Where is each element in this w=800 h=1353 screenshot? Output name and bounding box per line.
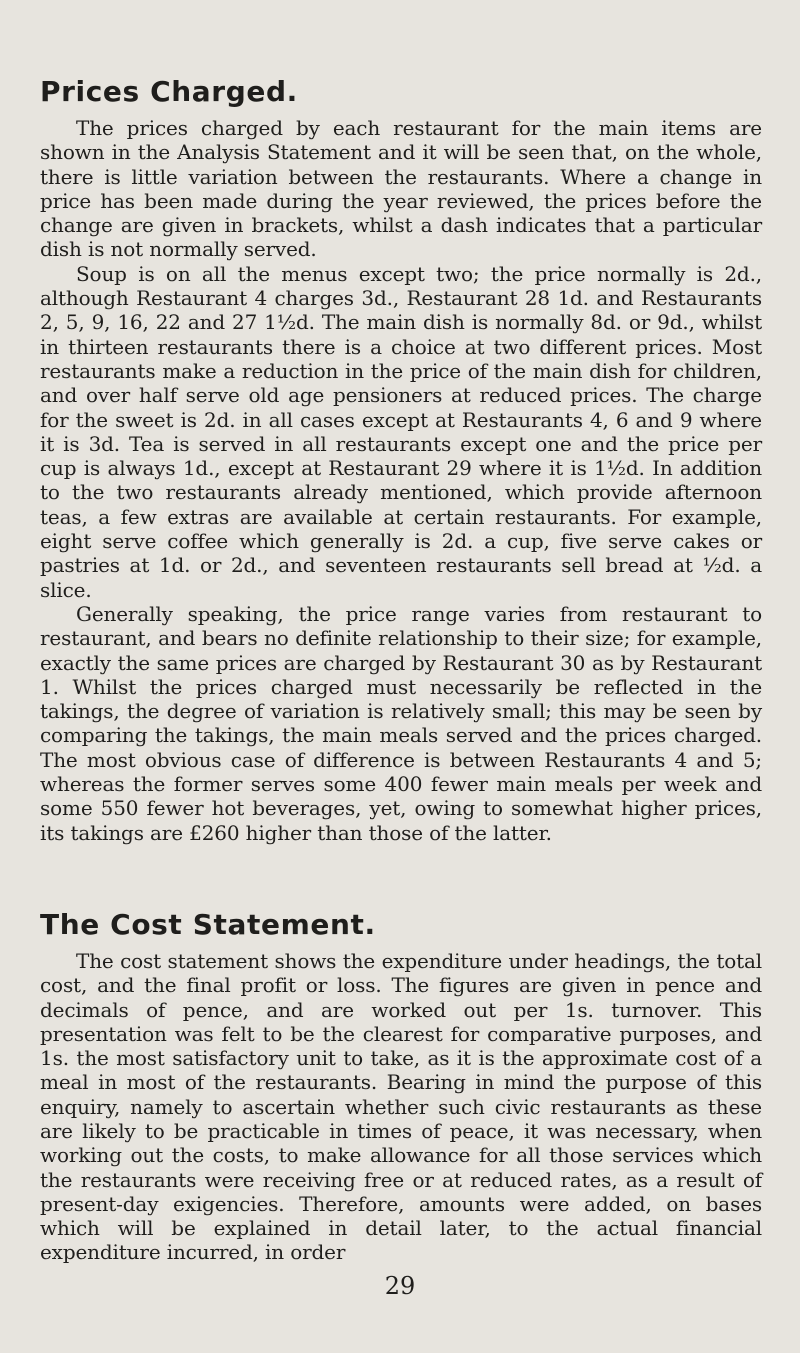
- paragraph: The prices charged by each restaurant for the main items are shown in the Analysis Statement and it will be seen that, on the whole, there is little variation between the restaurants. Where a change in price has been made during the year reviewed, the prices before the change are given in brackets, whilst a dash indicates that a particular dish is not normally served.: [40, 116, 762, 262]
- paragraph: Soup is on all the menus except two; the price normally is 2d., although Restaurant 4 charges 3d., Restaurant 28 1d. and Restaurants 2, 5, 9, 16, 22 and 27 1½d. The main dish is normally 8d. or 9d., whilst in thirteen restaurants there is a choice at two different prices. Most restaurants make a reduction in the price of the main dish for children, and over half serve old age pensioners at reduced prices. The charge for the sweet is 2d. in all cases except at Restaurants 4, 6 and 9 where it is 3d. Tea is served in all restaurants except one and the price per cup is always 1d., except at Restaurant 29 where it is 1½d. In addition to the two restaurants already mentioned, which provide afternoon teas, a few extras are available at certain restaurants. For example, eight serve coffee which generally is 2d. a cup, five serve cakes or pastries at 1d. or 2d., and seventeen restaurants sell bread at ½d. a slice.: [40, 261, 762, 602]
- page-content: [40, 72, 762, 1265]
- page-number: 29: [384, 1272, 416, 1300]
- section-heading: The Cost Statement.: [40, 907, 376, 941]
- cost-statement-section: [40, 905, 762, 1265]
- paragraph: Generally speaking, the price range varies from restaurant to restaurant, and bears no definite relationship to their size; for example, exactly the same prices are charged by Restaurant 30 as by Restaurant 1. Whilst the prices charged must necessarily be reflected in the takings, the degree of variation is relatively small; this may be seen by comparing the takings, the main meals served and the prices charged. The most obvious case of difference is between Restaurants 4 and 5; whereas the former serves some 400 fewer main meals per week and some 550 fewer hot beverages, yet, owing to somewhat higher prices, its takings are £260 higher than those of the latter.: [40, 601, 762, 845]
- paragraph: The cost statement shows the expenditure under headings, the total cost, and the final profit or loss. The figures are given in pence and decimals of pence, and are worked out per 1s. turnover. This presentation was felt to be the clearest for comparative purposes, and 1s. the most satisfactory unit to take, as it is the approximate cost of a meal in most of the restaurants. Bearing in mind the purpose of this enquiry, namely to ascertain whether such civic restaurants as these are likely to be practicable in times of peace, it was necessary, when working out the costs, to make allowance for all those services which the restaurants were receiving free or at reduced rates, as a result of present-day exigencies. Therefore, amounts were added, on bases which will be explained in detail later, to the actual financial expenditure incurred, in order: [40, 948, 762, 1265]
- prices-charged-section: [40, 72, 762, 845]
- section-heading: Prices Charged.: [40, 75, 298, 108]
